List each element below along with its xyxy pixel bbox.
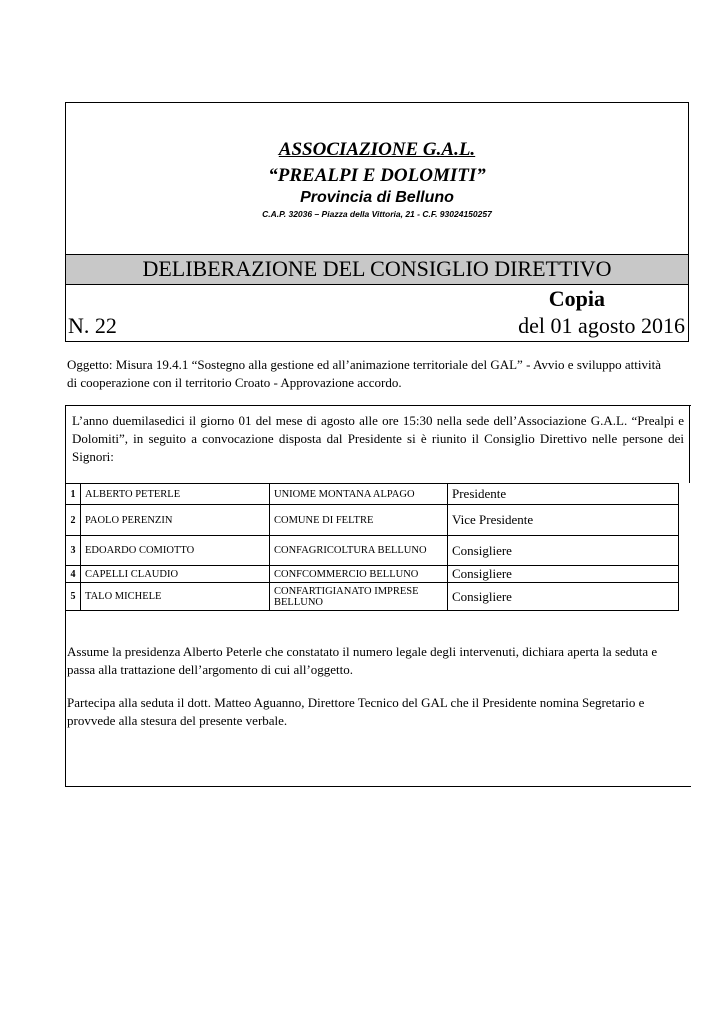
- org-name: ASSOCIAZIONE G.A.L.: [278, 139, 476, 160]
- table-row: [66, 536, 679, 566]
- member-role: Vice Presidente: [448, 505, 679, 536]
- deliberation-date: del 01 agosto 2016: [518, 313, 685, 338]
- member-role: Consigliere: [448, 536, 679, 566]
- member-organization: CONFAGRICOLTURA BELLUNO: [270, 536, 448, 566]
- org-subtitle: “PREALPI E DOLOMITI”: [268, 165, 486, 186]
- member-role: Consigliere: [448, 566, 679, 583]
- secretary-paragraph: Partecipa alla seduta il dott. Matteo Aguanno, Direttore Tecnico del GAL che il Presidente nomina Segretario e provvede alla stesura del presente verbale.: [67, 695, 645, 728]
- member-number: 4: [66, 566, 81, 583]
- document-title: DELIBERAZIONE DEL CONSIGLIO DIRETTIVO: [142, 256, 612, 281]
- member-number: 3: [66, 536, 81, 566]
- member-organization: UNIOME MONTANA ALPAGO: [270, 484, 448, 505]
- deliberation-number: N. 22: [68, 313, 117, 338]
- table-row: [66, 505, 679, 536]
- presidency-paragraph: Assume la presidenza Alberto Peterle che constatato il numero legale degli intervenuti, dichiara aperta la seduta e passa alla trattazione dell’argomento di cui all’oggetto.: [67, 644, 658, 677]
- member-organization: CONFARTIGIANATO IMPRESE BELLUNO: [270, 583, 448, 611]
- members-table: [65, 483, 679, 611]
- member-name: ALBERTO PETERLE: [81, 484, 270, 505]
- org-province: Provincia di Belluno: [300, 189, 454, 206]
- org-address: C.A.P. 32036 – Piazza della Vittoria, 21 - C.F. 93024150257: [262, 209, 492, 219]
- member-number: 5: [66, 583, 81, 611]
- member-name: PAOLO PERENZIN: [81, 505, 270, 536]
- member-number: 1: [66, 484, 81, 505]
- member-organization: COMUNE DI FELTRE: [270, 505, 448, 536]
- member-number: 2: [66, 505, 81, 536]
- member-role: Presidente: [448, 484, 679, 505]
- body-box-right-border: [689, 405, 690, 483]
- member-name: EDOARDO COMIOTTO: [81, 536, 270, 566]
- copy-label: Copia: [548, 286, 605, 311]
- member-role: Consigliere: [448, 583, 679, 611]
- member-name: CAPELLI CLAUDIO: [81, 566, 270, 583]
- intro-text: L’anno duemilasedici il giorno 01 del mese di agosto alle ore 15:30 nella sede dell’Associazione G.A.L. “Prealpi e Dolomiti”, in seguito a convocazione disposta dal Presidente si è riunito il Consiglio Direttivo nelle persone dei Signori:: [72, 413, 684, 464]
- table-row: [66, 484, 679, 505]
- table-row: [66, 583, 679, 611]
- member-organization: CONFCOMMERCIO BELLUNO: [270, 566, 448, 583]
- member-name: TALO MICHELE: [81, 583, 270, 611]
- subject-text: Oggetto: Misura 19.4.1 “Sostegno alla gestione ed all’animazione territoriale del GAL” - Avvio e sviluppo attività di cooperazione con il territorio Croato - Approvazione accordo.: [67, 357, 661, 390]
- table-row: [66, 566, 679, 583]
